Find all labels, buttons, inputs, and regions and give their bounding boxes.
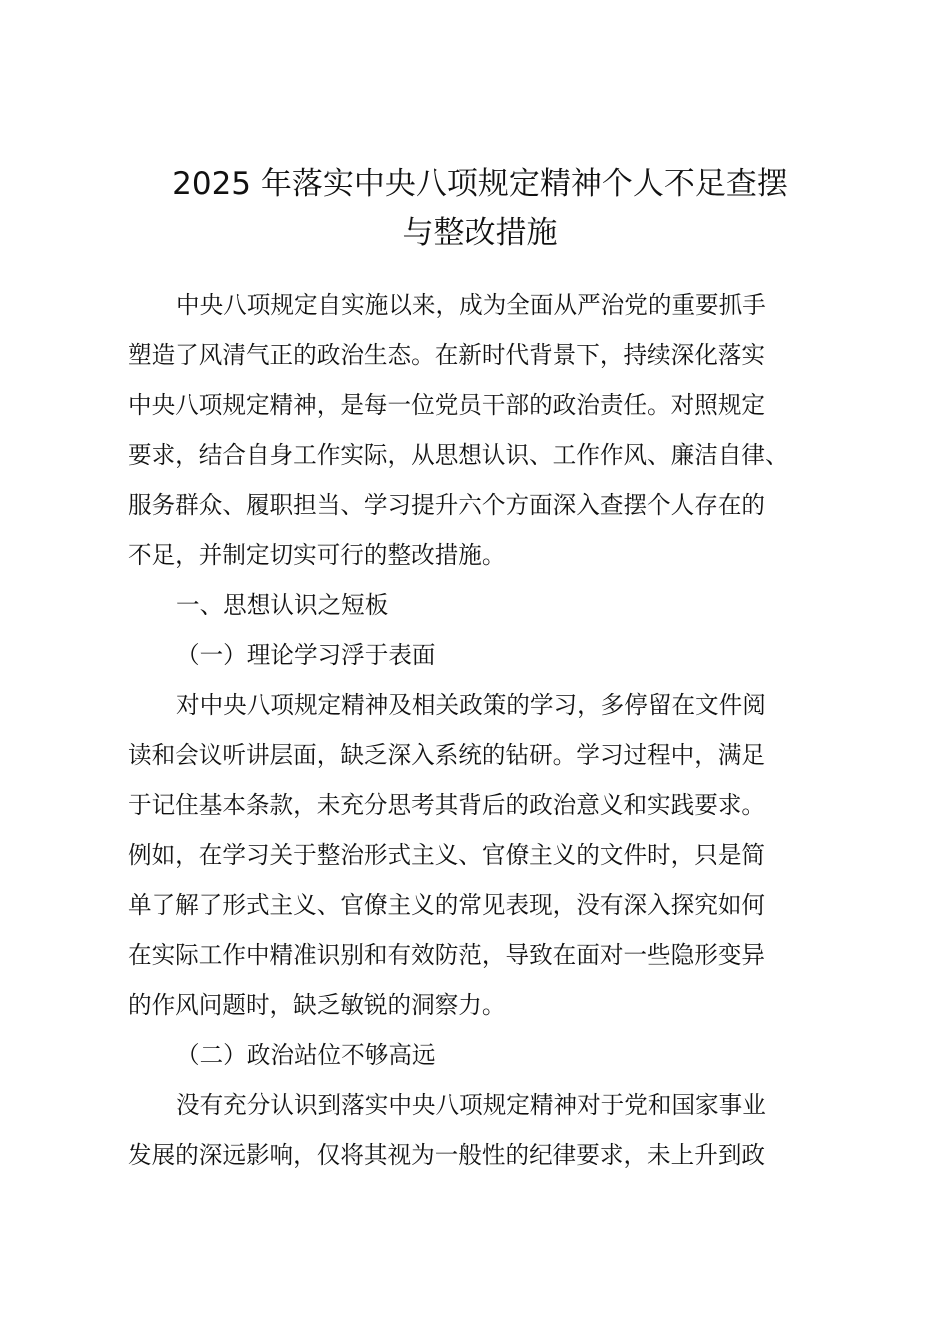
paragraph-line: 例如，在学习关于整治形式主义、官僚主义的文件时，只是简	[128, 841, 766, 869]
paragraph-line: 中央八项规定自实施以来，成为全面从严治党的重要抓手	[176, 291, 766, 319]
paragraph-line: 在实际工作中精准识别和有效防范，导致在面对一些隐形变异	[128, 941, 766, 969]
paragraph-line: 发展的深远影响，仅将其视为一般性的纪律要求，未上升到政	[128, 1141, 766, 1169]
paragraph-line: 没有充分认识到落实中央八项规定精神对于党和国家事业	[176, 1091, 766, 1119]
document-title-line-2: 与整改措施	[402, 215, 558, 251]
subsection-heading: （一）理论学习浮于表面	[176, 641, 436, 669]
section-heading: 一、思想认识之短板	[176, 591, 389, 619]
document-title-line-1: 2025 年落实中央八项规定精神个人不足查摆	[172, 166, 788, 202]
paragraph-line: 单了解了形式主义、官僚主义的常见表现，没有深入探究如何	[128, 891, 766, 919]
paragraph-line: 要求，结合自身工作实际，从思想认识、工作作风、廉洁自律、	[128, 441, 789, 469]
paragraph-line: 对中央八项规定精神及相关政策的学习，多停留在文件阅	[176, 691, 766, 719]
paragraph-line: 于记住基本条款，未充分思考其背后的政治意义和实践要求。	[128, 791, 766, 819]
paragraph-line: 的作风问题时，缺乏敏锐的洞察力。	[128, 991, 506, 1019]
paragraph-line: 服务群众、履职担当、学习提升六个方面深入查摆个人存在的	[128, 491, 766, 519]
paragraph-line: 中央八项规定精神，是每一位党员干部的政治责任。对照规定	[128, 391, 766, 419]
paragraph-line: 读和会议听讲层面，缺乏深入系统的钻研。学习过程中，满足	[128, 741, 766, 769]
paragraph-line: 塑造了风清气正的政治生态。在新时代背景下，持续深化落实	[128, 341, 766, 369]
subsection-heading: （二）政治站位不够高远	[176, 1041, 436, 1069]
paragraph-line: 不足，并制定切实可行的整改措施。	[128, 541, 506, 569]
